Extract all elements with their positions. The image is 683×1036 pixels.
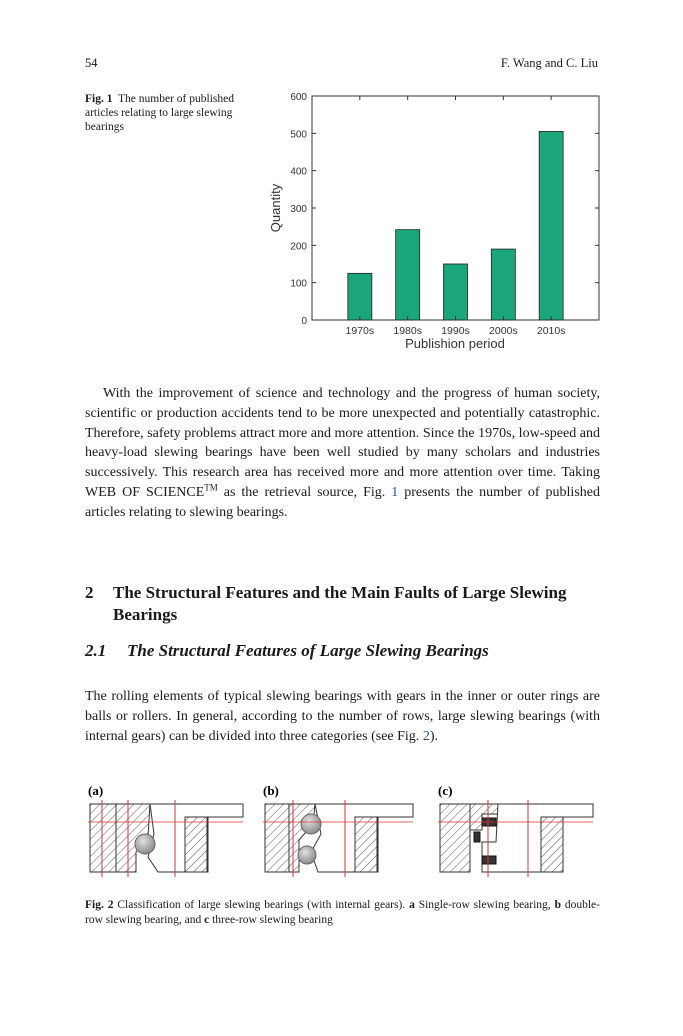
x-tick-label: 1980s [393, 325, 422, 337]
y-tick-label: 0 [301, 316, 307, 327]
x-tick-label: 1970s [345, 325, 375, 337]
y-tick-label: 500 [290, 129, 307, 141]
subsection-title: The Structural Features of Large Slewing Bearings [127, 641, 489, 660]
section-title: The Structural Features and the Main Faults of Large Slewing Bearings [113, 583, 567, 624]
subsection-heading [85, 641, 489, 661]
figure-1-bar-chart [262, 88, 607, 353]
caption-panel-a-text: Single-row slewing bearing, [414, 899, 555, 911]
caption-panel-c-label: c [204, 914, 210, 926]
lower-roller-rolling-element [482, 856, 496, 864]
body-paragraph-2 [85, 687, 600, 746]
lower-ball-rolling-element [298, 846, 316, 864]
trademark-superscript: TM [204, 482, 218, 493]
panel-b-label: (b) [263, 783, 279, 798]
bar-1970s [348, 273, 372, 320]
inner-gear-section [541, 817, 563, 872]
bar-2000s [491, 249, 515, 320]
inner-ring-body [482, 804, 593, 872]
radial-roller-rolling-element [474, 832, 480, 842]
x-tick-label: 1990s [441, 325, 470, 337]
bar-1990s [444, 264, 468, 320]
figure-2-reference-link[interactable]: 2 [422, 728, 430, 744]
running-head: F. Wang and C. Liu [500, 56, 598, 70]
outer-ring-section [90, 804, 116, 872]
figure-1-reference-link[interactable]: 1 [391, 484, 399, 500]
y-tick-label: 600 [290, 92, 307, 103]
figure-1-label: Fig. 1 [85, 93, 113, 105]
panel-c-label: (c) [438, 783, 453, 798]
upper-ball-rolling-element [301, 814, 321, 834]
outer-ring-section [440, 804, 470, 872]
inner-gear-section [355, 817, 377, 872]
paragraph-2-text-end: ). [429, 728, 438, 744]
x-tick-label: 2010s [536, 325, 566, 337]
x-tick-label: 2000s [489, 325, 518, 337]
figure-1-caption-text: The number of published articles relating to large slewing bearings [85, 93, 234, 133]
figure-1-caption [85, 92, 245, 134]
subsection-number: 2.1 [85, 641, 107, 660]
y-tick-label: 300 [290, 204, 307, 215]
caption-panel-c-text: three-row slewing bearing [209, 914, 333, 926]
figure-2-bearing-diagrams [88, 782, 598, 882]
section-number: 2 [85, 583, 94, 602]
caption-panel-a-label: a [409, 899, 415, 911]
outer-ring-section [265, 804, 289, 872]
y-tick-label: 400 [290, 166, 307, 178]
paragraph-2-text: The rolling elements of typical slewing bearings with gears in the inner or outer rings are balls or rollers. In general, according to the number of rows, large slewing bearings (with internal gears) can be divided into three categories (see Fig. [85, 689, 600, 744]
y-axis-label: Quantity [268, 183, 283, 233]
caption-panel-b-label: b [554, 899, 561, 911]
body-paragraph-1 [85, 384, 600, 523]
paragraph-1-text: With the improvement of science and technology and the progress of human society, scientific or production accidents tend to be more unexpected and potentially catastrophic. Therefore, safety problems attract more and more attention. Since the 1970s, low-speed and heavy-load slewing bearings have been well studied by many scholars and industries successively. This research area has received more and more attention over time. Taking WEB OF SCIENCE [85, 386, 600, 500]
caption-panel-b-text: double-row slewing bearing, and [85, 899, 600, 926]
panel-b-double-row [263, 783, 413, 877]
bar-1980s [396, 230, 420, 320]
paragraph-1-text-end: presents the number of published articles relating to slewing bearings. [85, 484, 600, 520]
panel-c-three-row [438, 783, 593, 877]
y-tick-label: 100 [290, 278, 307, 290]
figure-2-caption [85, 898, 600, 928]
paragraph-1-text-mid: as the retrieval source, Fig. [217, 484, 392, 500]
panel-a-single-row [88, 783, 243, 877]
panel-a-label: (a) [88, 783, 104, 798]
ball-rolling-element [135, 834, 155, 854]
figure-2-caption-text: Classification of large slewing bearings (with internal gears). [113, 899, 410, 911]
section-heading [85, 582, 600, 626]
inner-gear-section [185, 817, 207, 872]
page-number: 54 [85, 56, 98, 70]
bars-group [348, 131, 563, 320]
bar-2010s [539, 131, 563, 320]
figure-2-label: Fig. 2 [85, 899, 114, 911]
x-axis-label: Publishion period [405, 336, 505, 351]
y-tick-label: 200 [290, 241, 307, 253]
